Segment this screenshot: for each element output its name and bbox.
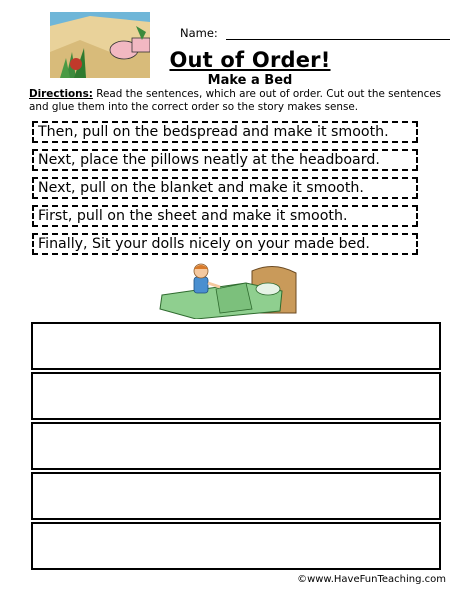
answer-box-3[interactable] bbox=[31, 422, 441, 470]
name-field[interactable] bbox=[180, 26, 450, 44]
header-illustration bbox=[50, 12, 150, 78]
sentence-strip[interactable]: Next, place the pillows neatly at the headboard. bbox=[32, 149, 418, 171]
worksheet-title: Out of Order! bbox=[169, 48, 331, 72]
sentence-strip[interactable]: Then, pull on the bedspread and make it smooth. bbox=[32, 121, 418, 143]
sentence-strip[interactable]: Next, pull on the blanket and make it smooth. bbox=[32, 177, 418, 199]
name-label: Name: bbox=[180, 26, 218, 40]
sentence-strip[interactable]: First, pull on the sheet and make it smooth. bbox=[32, 205, 418, 227]
answer-box-2[interactable] bbox=[31, 372, 441, 420]
directions-text: Read the sentences, which are out of order. Cut out the sentences and glue them into the correct order so the story makes sense. bbox=[29, 88, 442, 113]
directions bbox=[29, 88, 449, 114]
worksheet-subtitle: Make a Bed bbox=[207, 73, 293, 88]
answer-box-5[interactable] bbox=[31, 522, 441, 570]
answer-box-4[interactable] bbox=[31, 472, 441, 520]
sentence-strip[interactable]: Finally, Sit your dolls nicely on your made bed. bbox=[32, 233, 418, 255]
directions-label: Directions: bbox=[29, 88, 93, 100]
name-underline bbox=[226, 39, 450, 40]
copyright-text: ©www.HaveFunTeaching.com bbox=[297, 574, 446, 585]
answer-box-1[interactable] bbox=[31, 322, 441, 370]
bed-illustration bbox=[156, 261, 302, 319]
